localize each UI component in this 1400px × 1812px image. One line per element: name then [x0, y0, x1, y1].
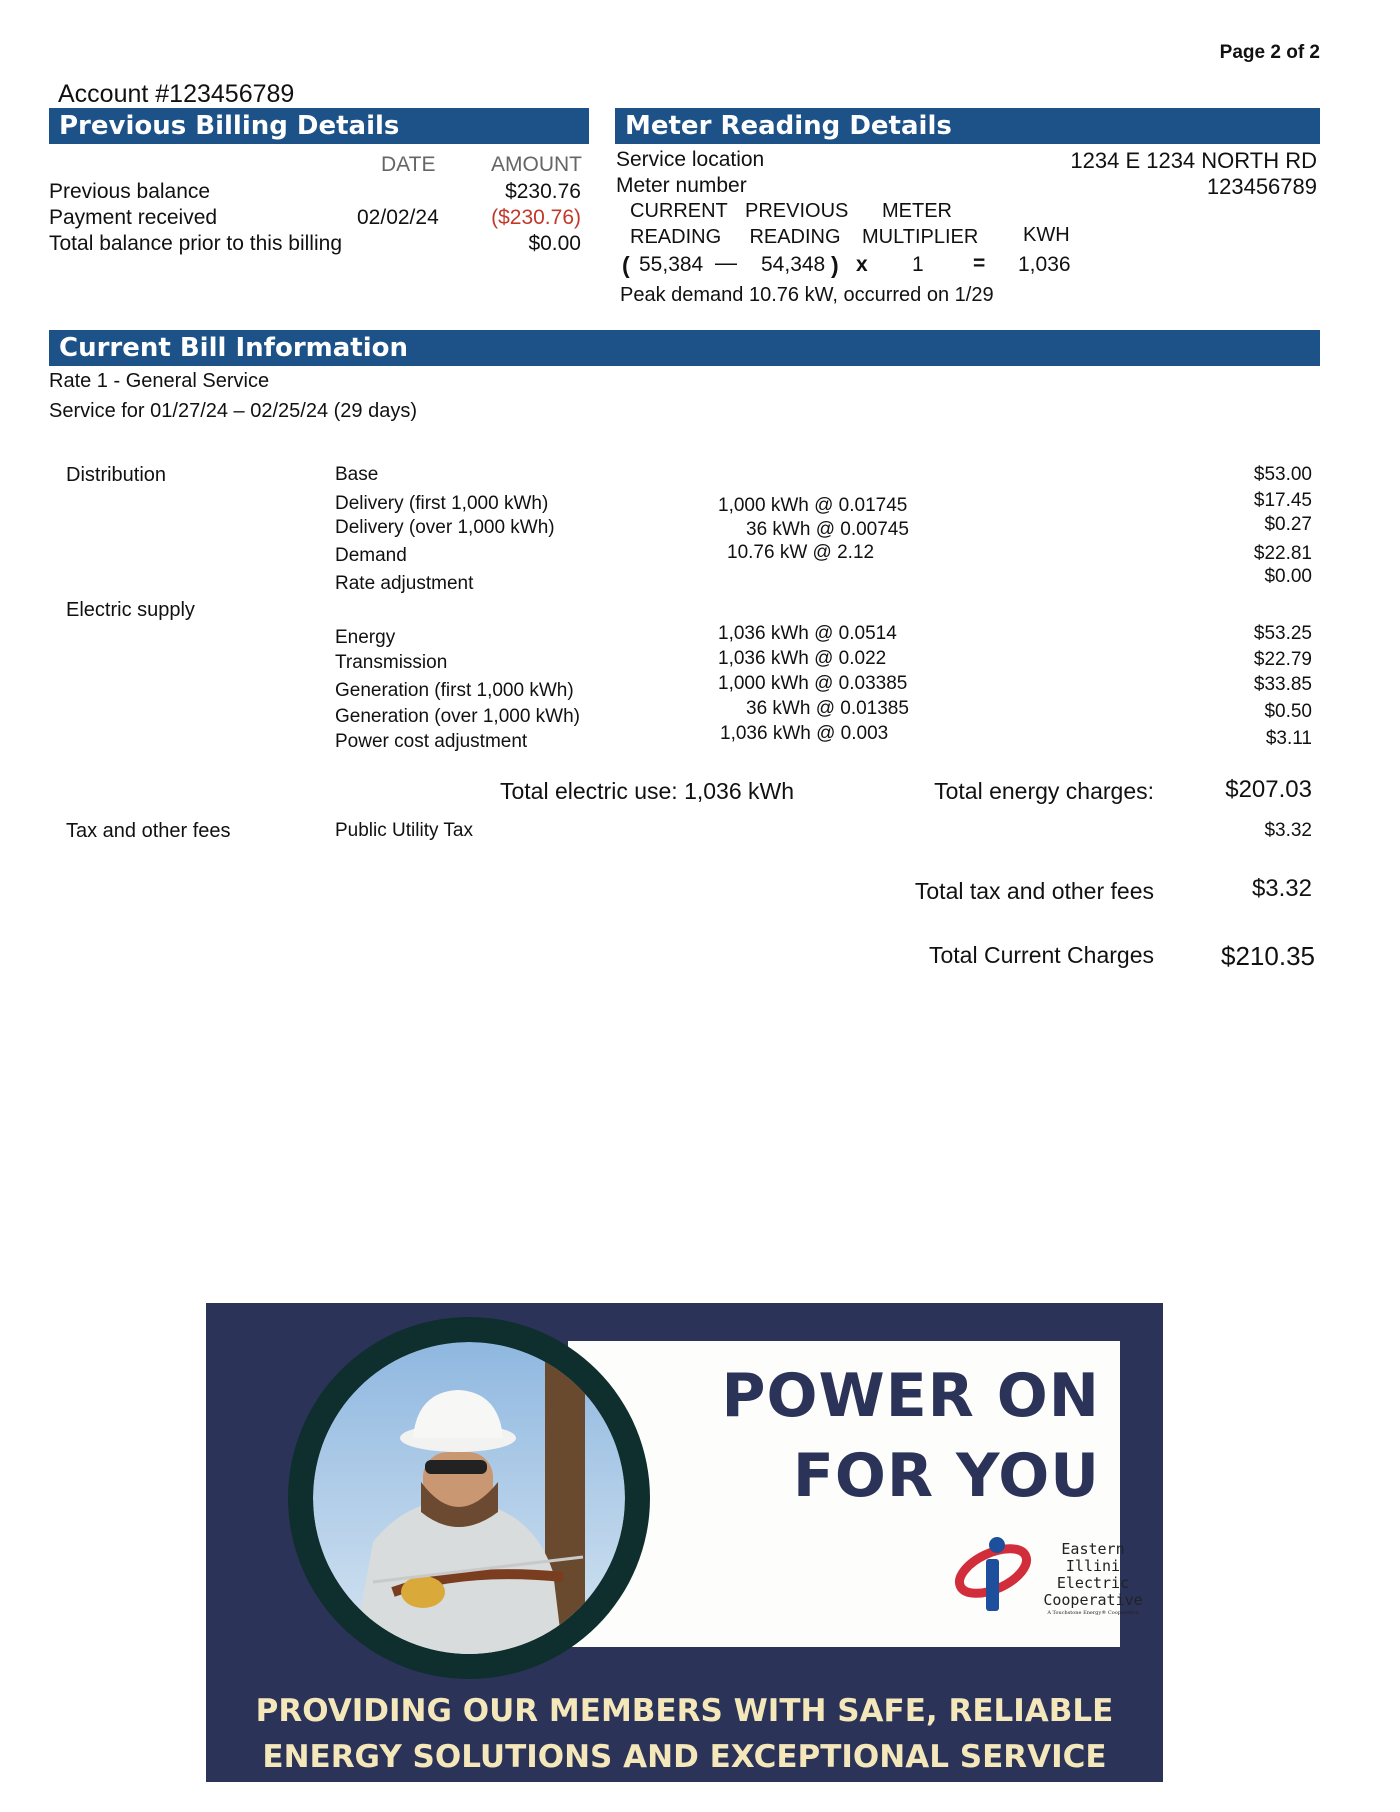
demand-amount: $22.81	[1253, 543, 1312, 564]
generation-first-item: Generation (first 1,000 kWh)	[335, 680, 574, 701]
payment-received-label: Payment received	[49, 206, 218, 229]
transmission-item: Transmission	[335, 652, 448, 673]
logo-text-line2: Electric	[1056, 1574, 1130, 1592]
current-bill-header	[49, 330, 1320, 366]
meter-multiplier-header	[862, 198, 979, 250]
current-bill-title: Current Bill Information	[59, 333, 408, 363]
demand-calc: 10.76 kW @ 2.12	[727, 542, 875, 563]
power-cost-amount: $3.11	[1265, 728, 1312, 749]
kwh-header: KWH	[1023, 224, 1070, 246]
service-location-value: 1234 E 1234 NORTH RD	[1070, 148, 1317, 173]
energy-calc: 1,036 kWh @ 0.0514	[718, 623, 897, 644]
delivery-first-amount: $17.45	[1253, 490, 1312, 511]
total-prior-amount: $0.00	[528, 232, 581, 255]
account-number: Account #123456789	[58, 80, 295, 108]
previous-balance-amount: $230.76	[505, 180, 581, 203]
tax-section-label: Tax and other fees	[66, 820, 231, 842]
previous-billing-title: Previous Billing Details	[59, 111, 400, 141]
energy-amount: $53.25	[1253, 623, 1312, 644]
current-header-line2: READING	[630, 226, 722, 248]
generation-over-calc: 36 kWh @ 0.01385	[746, 698, 909, 719]
delivery-first-item: Delivery (first 1,000 kWh)	[335, 493, 549, 514]
peak-demand: Peak demand 10.76 kW, occurred on 1/29	[620, 284, 994, 306]
demand-item: Demand	[335, 545, 407, 566]
rate-adjustment-item: Rate adjustment	[335, 573, 474, 594]
generation-over-item: Generation (over 1,000 kWh)	[335, 706, 581, 727]
current-header-line1: CURRENT	[630, 200, 728, 222]
transmission-amount: $22.79	[1253, 649, 1312, 670]
energy-item: Energy	[335, 627, 396, 648]
promo-panel	[568, 1341, 1143, 1647]
minus-sign: —	[715, 250, 737, 275]
rate-label: Rate 1 - General Service	[49, 370, 270, 392]
meter-reading-header	[615, 108, 1320, 144]
total-energy-label: Total energy charges:	[934, 778, 1154, 804]
lineworker-photo-image	[313, 1342, 625, 1654]
payment-received-amount: ($230.76)	[491, 206, 581, 229]
public-utility-tax-item: Public Utility Tax	[335, 820, 473, 841]
previous-header-line2: READING	[749, 226, 841, 248]
equals-sign: =	[973, 252, 986, 275]
electric-supply-label: Electric supply	[66, 599, 195, 621]
meter-number-label: Meter number	[616, 174, 747, 197]
total-current-label: Total Current Charges	[929, 942, 1154, 968]
delivery-over-item: Delivery (over 1,000 kWh)	[335, 517, 555, 538]
logo-text-line1: Eastern Illini	[1061, 1540, 1125, 1575]
base-amount: $53.00	[1253, 464, 1312, 485]
page-number: Page 2 of 2	[1219, 42, 1320, 63]
meter-reading-title: Meter Reading Details	[625, 111, 952, 141]
meter-number-value: 123456789	[1206, 174, 1317, 199]
power-cost-calc: 1,036 kWh @ 0.003	[720, 723, 889, 744]
current-reading-value: 55,384	[639, 253, 704, 276]
times-sign: x	[856, 253, 868, 276]
payment-received-date: 02/02/24	[357, 206, 439, 229]
close-paren: )	[831, 252, 839, 278]
promo-headline-line1: POWER ON	[721, 1361, 1100, 1431]
multiplier-value: 1	[912, 253, 924, 276]
previous-balance-label: Previous balance	[49, 180, 211, 203]
previous-reading-header	[745, 198, 849, 250]
logo-text-line3: Cooperative	[1043, 1591, 1143, 1609]
distribution-label: Distribution	[66, 464, 167, 486]
date-column-header: DATE	[381, 153, 436, 176]
total-electric-use: Total electric use: 1,036 kWh	[500, 778, 795, 804]
cooperative-logo-icon	[953, 1531, 1033, 1621]
previous-header-line1: PREVIOUS	[745, 200, 849, 222]
generation-over-amount: $0.50	[1264, 701, 1312, 722]
service-period: Service for 01/27/24 – 02/25/24 (29 days)	[49, 400, 418, 422]
promo-banner	[206, 1303, 1163, 1782]
lineworker-photo	[288, 1317, 650, 1679]
kwh-value: 1,036	[1018, 253, 1071, 276]
multiplier-header-line2: MULTIPLIER	[862, 226, 979, 248]
total-tax-amount: $3.32	[1251, 875, 1312, 902]
previous-billing-header	[49, 108, 589, 144]
power-cost-item: Power cost adjustment	[335, 731, 528, 752]
generation-first-calc: 1,000 kWh @ 0.03385	[718, 673, 908, 694]
previous-reading-value: 54,348	[761, 253, 826, 276]
delivery-first-calc: 1,000 kWh @ 0.01745	[718, 495, 908, 516]
rate-adjustment-amount: $0.00	[1264, 566, 1312, 587]
generation-first-amount: $33.85	[1253, 674, 1312, 695]
base-item: Base	[335, 464, 379, 485]
promo-headline-line2: FOR YOU	[792, 1441, 1100, 1511]
public-utility-tax-amount: $3.32	[1264, 820, 1312, 841]
transmission-calc: 1,036 kWh @ 0.022	[718, 648, 887, 669]
promo-tagline-line1: PROVIDING OUR MEMBERS WITH SAFE, RELIABLE	[255, 1693, 1114, 1729]
total-prior-label: Total balance prior to this billing	[49, 232, 342, 255]
amount-column-header: AMOUNT	[491, 153, 582, 176]
total-tax-label: Total tax and other fees	[914, 878, 1154, 904]
service-location-label: Service location	[616, 148, 765, 171]
total-energy-amount: $207.03	[1225, 776, 1312, 803]
promo-tagline-line2: ENERGY SOLUTIONS AND EXCEPTIONAL SERVICE	[262, 1739, 1107, 1775]
cooperative-logo	[973, 1531, 1183, 1621]
delivery-over-calc: 36 kWh @ 0.00745	[746, 519, 909, 540]
logo-subtext: A Touchstone Energy® Cooperative	[1047, 1610, 1139, 1616]
open-paren: (	[622, 252, 630, 278]
total-current-amount: $210.35	[1221, 941, 1315, 971]
delivery-over-amount: $0.27	[1264, 514, 1312, 535]
multiplier-header-line1: METER	[882, 200, 952, 222]
current-reading-header	[630, 198, 728, 250]
